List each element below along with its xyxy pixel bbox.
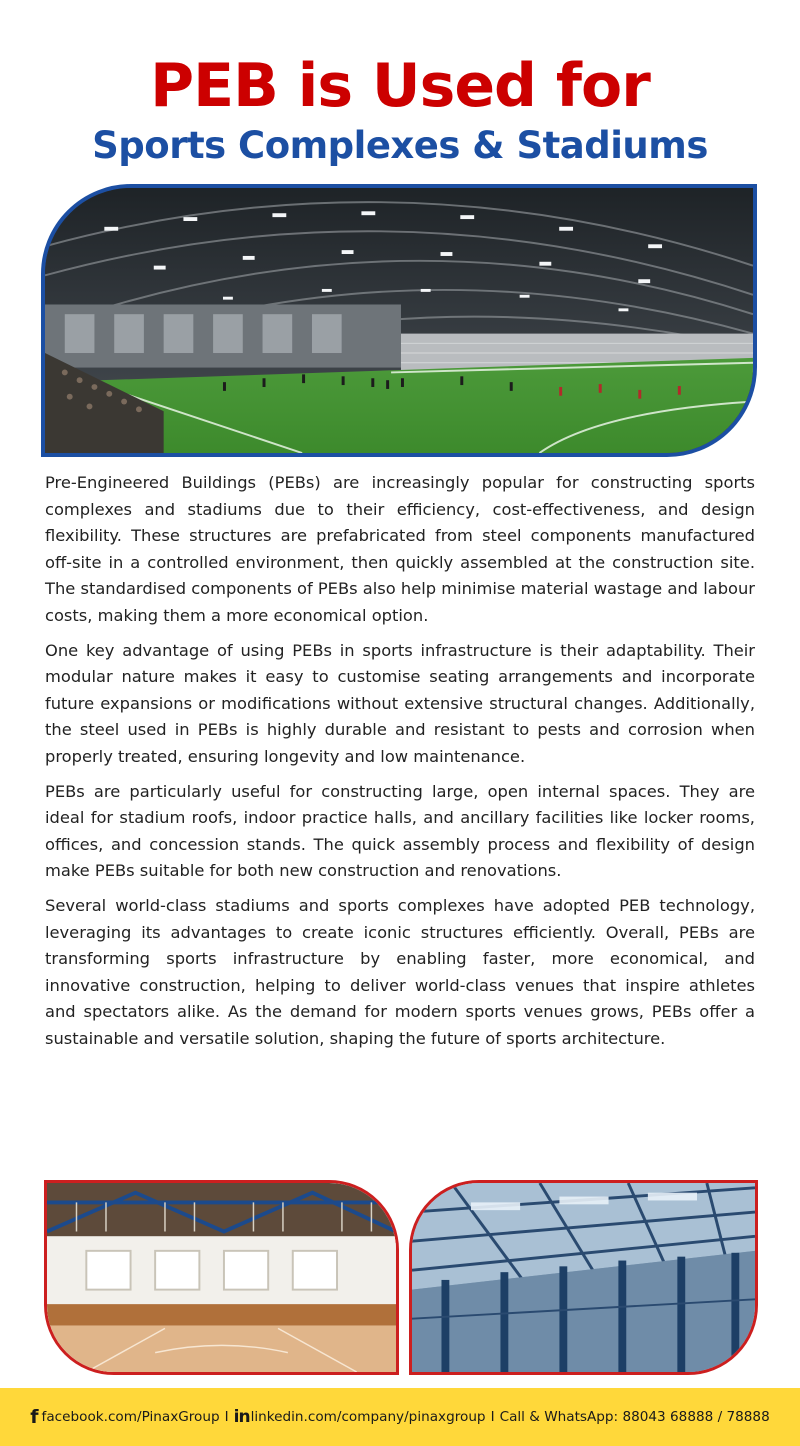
separator: I	[490, 1409, 495, 1425]
page-subtitle: Sports Complexes & Stadiums	[92, 124, 708, 167]
linkedin-link[interactable]: linkedin.com/company/pinaxgroup	[250, 1409, 486, 1425]
paragraph: PEBs are particularly useful for constructing large, open internal spaces. They are ideal for stadium roofs, indoor practice halls, and ancillary facilities like locker rooms, offices, and concession stands. The quick assembly process and flexibility of design make PEBs suitable for both new construction and renovations.	[45, 781, 755, 881]
linkedin-icon: in	[233, 1407, 250, 1427]
indoor-stadium-photo	[41, 184, 757, 457]
paragraph: One key advantage of using PEBs in sports infrastructure is their adaptability. Their modular nature makes it easy to customise seating arrangements and incorporate future expansions or modifications without extensive structural changes. Additionally, the steel used in PEBs is highly durable and resistant to pests and corrosion when properly treated, ensuring longevity and low maintenance.	[45, 640, 755, 766]
page-title: PEB is Used for	[150, 51, 650, 121]
indoor-sports-hall-photo	[44, 1180, 399, 1375]
contact-phone[interactable]: Call & WhatsApp: 88043 68888 / 78888	[499, 1409, 770, 1425]
steel-structure-photo	[409, 1180, 758, 1375]
article-body	[45, 470, 755, 1170]
facebook-icon: f	[30, 1406, 39, 1428]
paragraph: Several world-class stadiums and sports complexes have adopted PEB technology, leveraging its advantages to create iconic structures efficiently. Overall, PEBs are transforming sports infrastructure by enabling faster, more economical, and innovative construction, helping to deliver world-class venues that inspire athletes and spectators alike. As the demand for modern sports venues grows, PEBs offer a sustainable and versatile solution, shaping the future of sports architecture.	[45, 895, 755, 1048]
contact-footer	[0, 1388, 800, 1446]
separator: I	[224, 1409, 229, 1425]
paragraph: Pre-Engineered Buildings (PEBs) are increasingly popular for constructing sports complexes and stadiums due to their efficiency, cost-effectiveness, and design flexibility. These structures are prefabricated from steel components manufactured off-site in a controlled environment, then quickly assembled at the construction site. The standardised components of PEBs also help minimise material wastage and labour costs, making them a more economical option.	[45, 473, 755, 625]
facebook-link[interactable]: facebook.com/PinaxGroup	[41, 1409, 220, 1425]
